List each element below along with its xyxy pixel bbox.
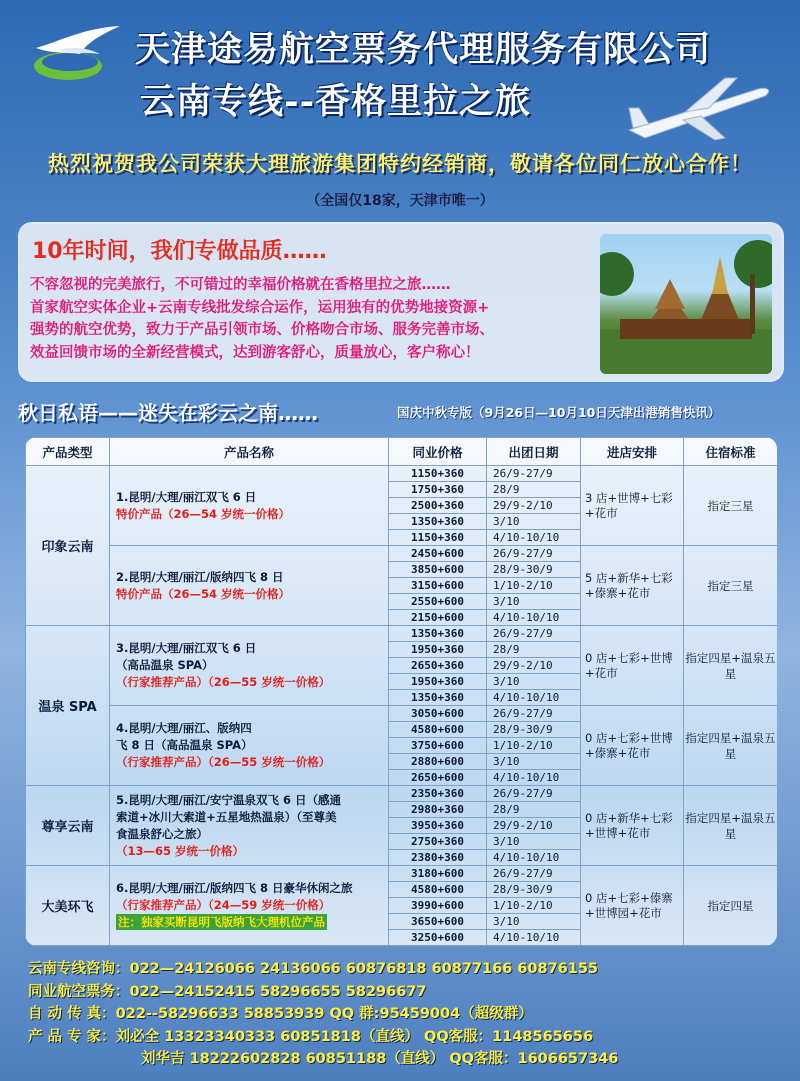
price-cell: 1750+360: [389, 482, 487, 498]
price-cell: 1950+360: [389, 674, 487, 690]
price-cell: 3950+360: [389, 818, 487, 834]
product-name: [110, 546, 389, 626]
product-name-line: 4.昆明/大理/丽江、版纳四: [116, 721, 252, 735]
contact-label: 产 品 专 家：: [28, 1028, 116, 1045]
company-title: 天津途易航空票务代理服务有限公司: [135, 29, 712, 70]
product-price-note: 特价产品（26—54 岁统一价格）: [116, 506, 291, 521]
date-cell: 4/10-10/10: [487, 610, 581, 626]
contact-value: 022--58296633 58853939 QQ 群:95459004（超级群）: [115, 1006, 533, 1022]
contact-row: [28, 1048, 788, 1071]
table-header-row: [26, 438, 778, 466]
date-cell: 3/10: [487, 914, 581, 930]
temple-photo-graphic: [600, 234, 772, 374]
product-name: [110, 786, 389, 866]
exclusive-subnote: （全国仅18家，天津市唯一）: [306, 193, 494, 209]
date-cell: 28/9-30/9: [487, 882, 581, 898]
contact-row: [28, 1003, 788, 1026]
contact-value: 刘华吉 18222602828 60851188（直线） QQ客服：1606657346: [141, 1051, 619, 1067]
intro-line: 首家航空实体企业+云南专线批发综合运作，运用独有的优势地接资源+: [30, 299, 490, 316]
date-cell: 28/9: [487, 482, 581, 498]
price-cell: 3990+600: [389, 898, 487, 914]
price-cell: 2350+360: [389, 786, 487, 802]
price-cell: 1150+360: [389, 466, 487, 482]
route-title: 云南专线--香格里拉之旅: [140, 81, 532, 122]
date-cell: 4/10-10/10: [487, 930, 581, 946]
date-cell: 28/9: [487, 802, 581, 818]
product-category: 大美环飞: [26, 866, 110, 946]
date-cell: 28/9-30/9: [487, 562, 581, 578]
hotel-cell: 指定三星: [684, 466, 778, 546]
product-name-line: 5.昆明/大理/丽江/安宁温泉双飞 6 日（感通: [116, 792, 341, 807]
date-cell: 29/9-2/10: [487, 818, 581, 834]
price-cell: 3650+600: [389, 914, 487, 930]
date-cell: 4/10-10/10: [487, 850, 581, 866]
date-cell: 28/9-30/9: [487, 722, 581, 738]
product-price-note: （行家推荐产品）（26—55 岁统一价格）: [116, 675, 331, 689]
product-category: 温泉 SPA: [26, 626, 110, 786]
table-row: [26, 706, 778, 722]
date-cell: 3/10: [487, 754, 581, 770]
product-price-note: 特价产品（26—54 岁统一价格）: [116, 586, 291, 601]
date-cell: 3/10: [487, 514, 581, 530]
temple-photo: [600, 234, 772, 374]
date-cell: 3/10: [487, 594, 581, 610]
date-cell: 3/10: [487, 674, 581, 690]
header: [0, 0, 800, 150]
date-cell: 3/10: [487, 834, 581, 850]
header-stops: 进店安排: [581, 438, 684, 466]
stops-cell: 3 店+世博+七彩+花市: [581, 466, 684, 546]
header-hotel: 住宿标准: [684, 438, 778, 466]
contact-row: [28, 1026, 788, 1049]
price-cell: 2550+600: [389, 594, 487, 610]
intro-line: 效益回馈市场的全新经营模式，达到游客舒心，质量放心，客户称心！: [30, 344, 480, 361]
contact-value: 022—24152415 58296655 58296677: [129, 983, 427, 1000]
contact-row: [28, 981, 788, 1004]
table-row: [26, 626, 778, 642]
product-name: [110, 706, 389, 786]
header-date: 出团日期: [487, 438, 581, 466]
date-cell: 1/10-2/10: [487, 898, 581, 914]
bird-logo-icon: [28, 22, 124, 84]
date-cell: 26/9-27/9: [487, 466, 581, 482]
price-cell: 2650+600: [389, 770, 487, 786]
hotel-cell: 指定四星+温泉五星: [684, 626, 778, 706]
product-price-note: （行家推荐产品）（26—55 岁统一价格）: [116, 755, 331, 769]
stops-cell: 0 店+七彩+世博+傣寨+花市: [581, 706, 684, 786]
table-row: [26, 466, 778, 482]
hotel-cell: 指定四星+温泉五星: [684, 706, 778, 786]
price-cell: 2880+600: [389, 754, 487, 770]
price-cell: 3180+600: [389, 866, 487, 882]
airplane-icon: [625, 68, 775, 148]
product-category: 印象云南: [26, 466, 110, 626]
product-category: 尊享云南: [26, 786, 110, 866]
product-name: [110, 626, 389, 706]
product-name-line: 2.昆明/大理/丽江/版纳四飞 8 日: [116, 569, 284, 584]
intro-line: 强势的航空优势，致力于产品引领市场、价格吻合市场、服务完善市场、: [30, 322, 494, 338]
stops-cell: 5 店+新华+七彩+傣寨+花市: [581, 546, 684, 626]
date-cell: 29/9-2/10: [487, 658, 581, 674]
date-cell: 26/9-27/9: [487, 866, 581, 882]
table-row: [26, 866, 778, 882]
product-table: [25, 437, 777, 946]
product-name-line: 索道+冰川大索道+五星地热温泉）（至尊美: [116, 809, 337, 824]
contact-row: [28, 958, 788, 981]
section-title: 秋日私语——迷失在彩云之南……: [18, 401, 318, 425]
price-cell: 2380+360: [389, 850, 487, 866]
exclusive-note: 注：独家买断昆明飞版纳飞大理机位产品: [118, 915, 325, 929]
contact-footer: [28, 958, 788, 1071]
price-cell: 2980+360: [389, 802, 487, 818]
product-name-line: 6.昆明/大理/丽江/版纳四飞 8 日豪华休闲之旅: [116, 881, 353, 895]
date-cell: 4/10-10/10: [487, 770, 581, 786]
price-table: [25, 437, 777, 946]
price-cell: 2150+600: [389, 610, 487, 626]
section-note: 国庆中秋专版（9月26日—10月10日天津出港销售快讯）: [397, 405, 721, 420]
date-cell: 1/10-2/10: [487, 578, 581, 594]
product-name-line: 1.昆明/大理/丽江双飞 6 日: [116, 489, 257, 504]
date-cell: 4/10-10/10: [487, 530, 581, 546]
price-cell: 3750+600: [389, 738, 487, 754]
congrats-banner: 热烈祝贺我公司荣获大理旅游集团特约经销商，敬请各位同仁放心合作！: [48, 152, 752, 176]
price-cell: 2750+360: [389, 834, 487, 850]
hotel-cell: 指定四星+温泉五星: [684, 786, 778, 866]
product-name-line: 食温泉舒心之旅）: [116, 826, 208, 841]
date-cell: 29/9-2/10: [487, 498, 581, 514]
price-cell: 3050+600: [389, 706, 487, 722]
intro-title: 10年时间，我们专做品质……: [32, 239, 327, 264]
date-cell: 28/9: [487, 642, 581, 658]
date-cell: 26/9-27/9: [487, 546, 581, 562]
date-cell: 26/9-27/9: [487, 706, 581, 722]
product-name: [110, 866, 389, 946]
contact-value: 022—24126066 24136066 60876818 60877166 60876155: [129, 961, 599, 977]
product-name: [110, 466, 389, 546]
intro-text: [30, 274, 610, 364]
stops-cell: 0 店+新华+七彩+世博+花市: [581, 786, 684, 866]
header-type: 产品类型: [26, 438, 110, 466]
price-cell: 1950+360: [389, 642, 487, 658]
intro-line: 不容忽视的完美旅行，不可错过的幸福价格就在香格里拉之旅……: [30, 277, 451, 293]
price-cell: 2450+600: [389, 546, 487, 562]
price-cell: 1350+360: [389, 514, 487, 530]
intro-box: [18, 222, 784, 382]
price-cell: 4580+600: [389, 722, 487, 738]
product-price-note: （行家推荐产品）（24—59 岁统一价格）: [116, 898, 331, 912]
contact-label: 自 动 传 真：: [28, 1006, 116, 1022]
contact-label: 云南专线咨询：: [28, 961, 130, 977]
price-cell: 3150+600: [389, 578, 487, 594]
date-cell: 4/10-10/10: [487, 690, 581, 706]
table-row: [26, 546, 778, 562]
product-name-line: （高品温泉 SPA）: [116, 658, 214, 672]
header-name: 产品名称: [110, 438, 389, 466]
hotel-cell: 指定四星: [684, 866, 778, 946]
stops-cell: 0 店+七彩+傣寨+世博园+花市: [581, 866, 684, 946]
header-price: 同业价格: [389, 438, 487, 466]
contact-value: 刘必全 13323340333 60851818（直线） QQ客服：1148565656: [115, 1028, 594, 1045]
price-cell: 3850+600: [389, 562, 487, 578]
date-cell: 26/9-27/9: [487, 626, 581, 642]
date-cell: 1/10-2/10: [487, 738, 581, 754]
date-cell: 26/9-27/9: [487, 786, 581, 802]
product-name-line: 3.昆明/大理/丽江双飞 6 日: [116, 641, 257, 655]
price-cell: 4580+600: [389, 882, 487, 898]
hotel-cell: 指定三星: [684, 546, 778, 626]
price-cell: 2650+360: [389, 658, 487, 674]
stops-cell: 0 店+七彩+世博+花市: [581, 626, 684, 706]
price-cell: 3250+600: [389, 930, 487, 946]
contact-label: 同业航空票务：: [28, 983, 130, 1000]
price-cell: 2500+360: [389, 498, 487, 514]
price-cell: 1350+360: [389, 690, 487, 706]
table-row: [26, 786, 778, 802]
price-cell: 1150+360: [389, 530, 487, 546]
product-price-note: （13—65 岁统一价格）: [116, 843, 245, 858]
price-cell: 1350+360: [389, 626, 487, 642]
product-name-line: 飞 8 日（高品温泉 SPA）: [116, 738, 253, 752]
